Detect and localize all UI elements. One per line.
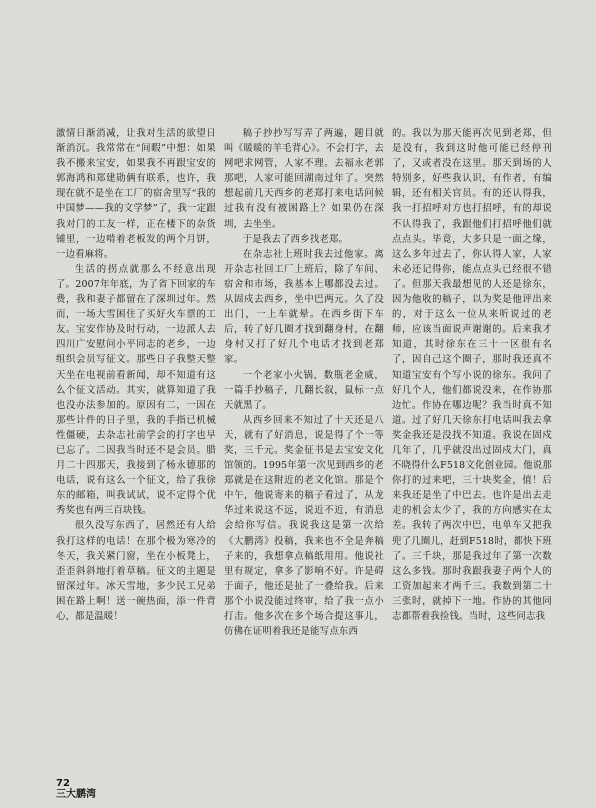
page-footer [56,778,96,801]
paragraph: 生活的拐点就那么不经意出现了。2007年年底，为了省下回家的车费，我和妻子都留在了深圳过年。然而，一场大雪困住了买好火车票的工友。宝安作协及时行动，一边派人去四川广安慰问小平同志的老乡，一边组织会员写征文。那些日子我整天整天坐在电视前看新闻，却不知道有这么个征文活动。其实，就算知道了我也没办法参加的。原因有二，一因在那些计件的日子里，我的手指已机械性僵硬，去杂志社前学会的打字也早已忘了。二因我当时还不是会员。腊月二十四那天，我接到了杨永德那的电话，说有这么一个征文，给了我徐东的邮箱，叫我试试，说不定得个优秀奖也有两三百块钱。 [56,263,216,517]
paragraph: 的。我以为那天能再次见到老郑，但是没有，我到这时他可能已经停刊了，又或者没在这里。那天到场的人特别多，好些我认识，有作者，有编辑，还有相关官员。有的还认得我，我一打招呼对方也打招呼，有的却说不认得我了，我跟他们打招呼他们就点点头。毕竟，大多只是一面之缘，这么多年过去了，你认得人家，人家未必还记得你，能点点头已经很不错了。但那天我最想见的人还是徐东，因为他收的稿子，以为奖是他评出来的，对于这么一位从来听说过的老师，应该当面说声谢谢的。后来我才知道，其时徐东在三十一区很有名了，因自己这个圈子，那时我还真不知道宝安有个写小说的徐东。我问了好几个人，他们都说没来，在作协那边忙。作协在哪边呢？我当时真不知道。过了好几天徐东打电话叫我去拿奖金我还是没找不知道。我说在固戍几年了，几乎就没出过固戍大门，真不晓得什么F518文化创业园。他说那你打的过来吧，三十块奖金，值！后来我还是坐了中巴去。也许是出去走走的机会太少了，我的方向感实在太差。我转了两次中巴，电单车又把我兜了几圈儿，赶到F518时，都快下班了。三千块，那是我过年了第一次数这么多钱。那时我跟我妻子两个人的工资加起来才两千三。我数到第二十三张时，就掉下一地。作协的其他同志都帮着我捡钱。当时，这些同志我 [392,128,552,622]
paragraph: 从西乡回来不知过了十天还是八天，就有了好消息，说是得了个一等奖，三千元。奖金征书是去宝安文化馆领的。1995年第一次见到西乡的老郑就是在这附近的老文化馆。那是个中午，他说寄来的稿子看过了，从龙华过来说这不远，说近不近，有消息会给你写信。我说我这是第一次给《大鹏湾》投稿，我来也不全是奔稿子来的，我想拿点稿纸用用。他说社里有规定，拿多了影响不好。许是碍于面子，他还是扯了一叠给我。后来那个小说没能过终审，给了我一点小打击。他多次在多个场合提这事儿，仿佛在证明着我还是能写点东西 [224,414,384,638]
paragraph: 稿子抄抄写写弄了两遍，题目就叫《暖暖的羊毛背心》。不会打字，去网吧求网管，人家不理。去福永老郭那吧，人家可能回湖南过年了。突然想起前几天西乡的老郑打来电话问候过我有没有被困路上？如果仍在深圳，去坐坐。 [224,128,384,230]
text-column-3 [392,126,552,624]
paragraph: 于是我去了西乡找老郑。 [242,233,349,245]
paragraph: 激情日渐消减，让我对生活的欲望日渐消沉。我常常在“间暇”中想：如果我不搬来宝安，如果我不再跟宝安的郭海鸿和郑建勋俩有联系，也许，我现在就不是坐在工厂的宿舍里写“我的中国梦——我的文学梦”了，我一定跟我对门的工友一样，正在楼下的杂货铺里，一边啃着老板发的两个月饼，一边看麻将。 [56,128,216,260]
paragraph: 很久没写东西了，居然还有人给我打这样的电话！在那个极为寒冷的冬天，我关紧门窗，坐在小板凳上，歪歪斜斜地打着草稿。征文的主题是留深过年。冰天雪地，多少民工兄弟困在路上啊！送一碗热面，添一件背心，都是温暖！ [56,520,216,622]
paragraph: 在杂志社上班时我去过他家。离开杂志社回工厂上班后，除了车间、宿舍和市场，我基本上哪都没去过。从固戍去西乡，坐中巴两元。久了没出门，一上车就晕。在西乡街下车后，转了好几圈才找到翻身村，在翻身村又打了好几个电话才找到老郑家。 [224,248,384,366]
text-column-1 [56,126,216,624]
page-number: 72 [56,778,70,789]
text-column-2 [224,126,384,639]
paragraph: 一个老家小火锅，数瓶老金威，一篇手抄稿子，几翻长叙，鼠标一点天就黑了。 [224,369,384,411]
magazine-name: 三大鹏湾 [56,789,96,800]
